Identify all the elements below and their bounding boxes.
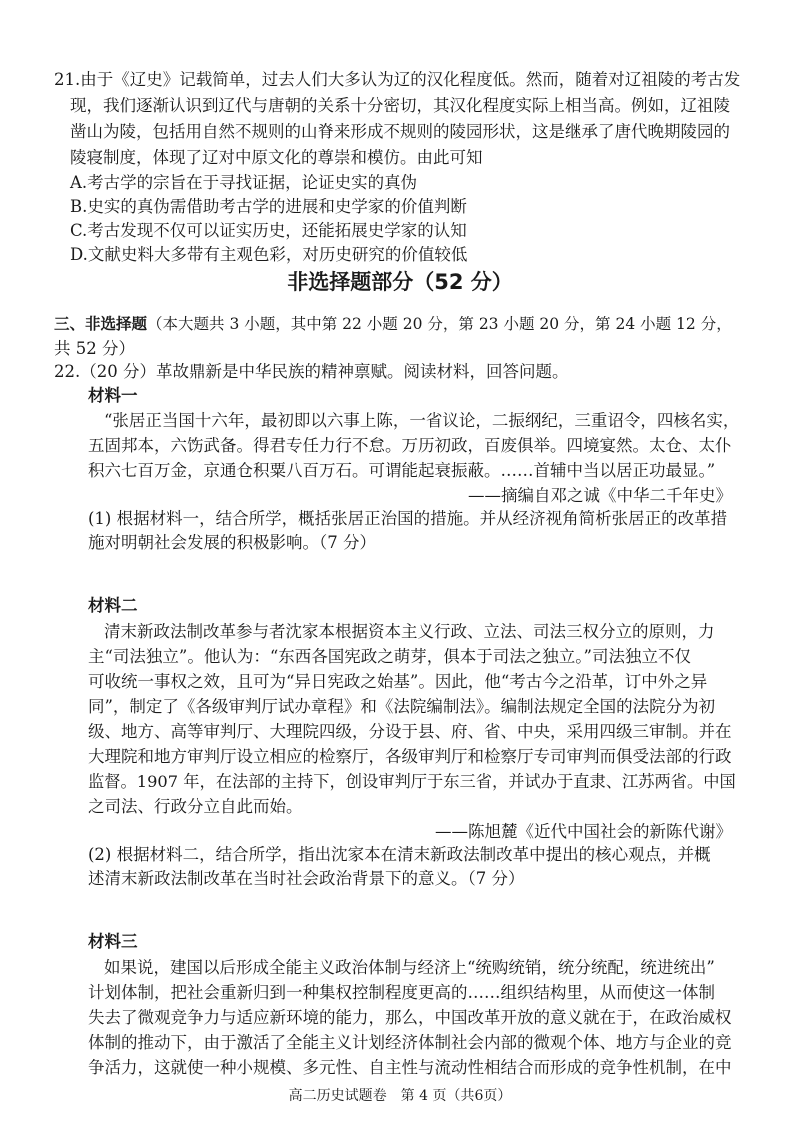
q21-stem-line-3: 凿山为陵，包括用自然不规则的山脊来形成不规则的陵园形状，这是继承了唐代晚期陵园的 [70, 122, 730, 141]
part3-label: 三、非选择题 [54, 315, 148, 333]
material-3-line-2: 计划体制，把社会重新归到一种集权控制程度更高的……组织结构里，从而使这一体制 [88, 983, 715, 1002]
q22-sub2-line-2: 述清末新政法制改革在当时社会政治背景下的意义。（7 分） [88, 869, 525, 888]
material-3-label: 材料三 [88, 932, 138, 951]
material-1-source: ——摘编自邓之诚《中华二千年史》 [468, 486, 732, 505]
part3-desc-line-2: 共 52 分） [54, 339, 135, 358]
material-2-source: ——陈旭麓《近代中国社会的新陈代谢》 [435, 822, 732, 841]
material-1-line-3: 积六七百万金，京通仓积粟八百万石。可谓能起衰振蔽。……首辅中当以居正功最显。” [88, 461, 716, 480]
material-2-line-2: 主“司法独立”。他认为：“东西各国宪政之萌芽，俱本于司法之独立。”司法独立不仅 [88, 647, 691, 666]
material-2-line-3: 可收统一事权之效，且可为“异日宪政之始基”。因此，他“考古今之沿革，订中外之异 [88, 672, 708, 691]
q22-sub2-line-1: (2) 根据材料二，结合所学，指出沈家本在清末新政法制改革中提出的核心观点，并概 [88, 845, 711, 864]
q21-stem-line-4: 陵寝制度，体现了辽对中原文化的尊崇和模仿。由此可知 [70, 148, 483, 167]
material-2-line-7: 监督。1907 年，在法部的主持下，创设审判厅于东三省，并试办于直隶、江苏两省。中国 [88, 772, 736, 791]
material-1-label: 材料一 [88, 386, 138, 405]
material-3-line-5: 争活力，这就使一种小规模、多元性、自主性与流动性相结合而形成的竞争性机制，在中 [88, 1058, 732, 1077]
material-2-label: 材料二 [88, 596, 138, 615]
q21-stem-line-2: 现，我们逐渐认识到辽代与唐朝的关系十分密切，其汉化程度实际上相当高。例如，辽祖陵 [70, 96, 730, 115]
part3-desc-line-1: （本大题共 3 小题，其中第 22 小题 20 分，第 23 小题 20 分，第 24 小题 12 分， [147, 315, 732, 333]
q21-option-c: C.考古发现不仅可以证实历史，还能拓展史学家的认知 [70, 221, 467, 240]
q21-stem-line-1: 21.由于《辽史》记载简单，过去人们大多认为辽的汉化程度低。然而，随着对辽祖陵的考古发 [54, 70, 741, 89]
page-footer: 高二历史试题卷 第 4 页（共6页） [288, 1088, 512, 1104]
material-3-line-3: 失去了微观竞争力与适应新环境的能力，那么，中国改革开放的意义就在于，在政治威权 [88, 1008, 732, 1027]
section-title: 非选择题部分（52 分） [287, 270, 513, 294]
material-1-line-2: 五固邦本，六饬武备。得君专任力行不怠。万历初政，百废俱举。四境宴然。太仓、太仆 [88, 436, 732, 455]
q22-intro: 22.（20 分）革故鼎新是中华民族的精神禀赋。阅读材料，回答问题。 [54, 362, 569, 381]
material-3-line-1: 如果说，建国以后形成全能主义政治体制与经济上“统购统销，统分统配，统进统出” [104, 958, 715, 977]
material-2-line-1: 清末新政法制改革参与者沈家本根据资本主义行政、立法、司法三权分立的原则，力 [104, 622, 715, 641]
q21-option-a: A.考古学的宗旨在于寻找证据，论证史实的真伪 [70, 173, 418, 192]
material-3-line-4: 体制的推动下，由于激活了全能主义计划经济体制社会内部的微观个体、地方与企业的竞 [88, 1033, 732, 1052]
q21-option-d: D.文献史料大多带有主观色彩，对历史研究的价值较低 [70, 245, 468, 264]
q22-sub1-line-2: 施对明朝社会发展的积极影响。（7 分） [88, 533, 376, 552]
material-2-line-8: 之司法、行政分立自此而始。 [88, 797, 303, 816]
q22-sub1-line-1: (1) 根据材料一，结合所学，概括张居正治国的措施。并从经济视角简析张居正的改革措 [88, 509, 728, 528]
q21-option-b: B.史实的真伪需借助考古学的进展和史学家的价值判断 [70, 197, 467, 216]
material-1-line-1: “张居正当国十六年，最初即以六事上陈，一省议论，二振纲纪，三重诏令，四核名实， [104, 411, 740, 430]
material-2-line-6: 大理院和地方审判厅设立相应的检察厅，各级审判厅和检察厅专司审判而俱受法部的行政 [88, 747, 732, 766]
material-2-line-5: 级、地方、高等审判厅、大理院四级，分设于县、府、省、中央，采用四级三审制。并在 [88, 722, 732, 741]
material-2-line-4: 同”，制定了《各级审判厅试办章程》和《法院编制法》。编制法规定全国的法院分为初 [88, 697, 716, 716]
